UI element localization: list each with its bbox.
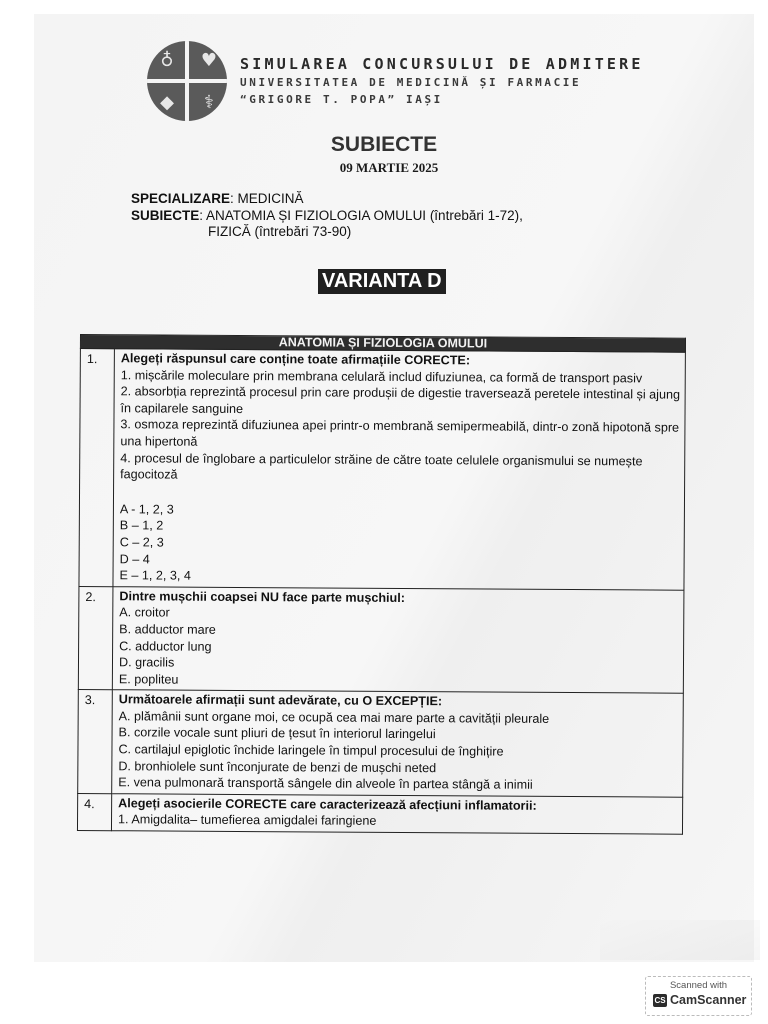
question-row [78,586,684,693]
statement: 2. absorbția reprezintă procesul prin care produșii de digestie traversează peretele intestinal și ajung în capilarele sanguine [120,384,681,416]
answer-option: C. adductor lung [119,638,212,654]
question-body [112,586,684,693]
header-line-2: UNIVERSITATEA DE MEDICINĂ ȘI FARMACIE [240,76,582,89]
subjects-label: SUBIECTE [131,208,200,223]
statement: 1. Amigdalita– tumefierea amigdalei faringiene [117,812,377,829]
question-number: 4. [77,793,111,830]
section-header: ANATOMIA ȘI FIZIOLOGIA OMULUI [80,335,685,353]
statement: 3. osmoza reprezintă difuziunea apei printr-o membrană semipermeabilă, dintr-o zonă hipotonă spre una hipertonă [120,417,680,449]
statement: 1. mișcările moleculare prin membrana celulară includ difuziunea, ca formă de transport pasiv [120,367,643,386]
question-title: Dintre mușchii coapsei NU face parte mușchiul: [119,588,405,605]
specialization-label: SPECIALIZARE [131,191,231,206]
question-body [113,349,685,590]
watermark-brand: CamScanner [670,993,747,1007]
answer-option: C. cartilajul epiglotic închide laringele în timpul procesului de înghițire [118,742,504,759]
variant-label: VARIANTA D [318,269,446,294]
question-title: Alegeți răspunsul care conține toate afirmațiile CORECTE: [120,351,471,368]
answer-option: E – 1, 2, 3, 4 [119,568,191,583]
question-title: Următoarele afirmații sunt adevărate, cu O EXCEPȚIE: [118,692,443,709]
answer-option: D. bronhiolele sunt înconjurate de benzi de mușchi neted [118,758,437,775]
answer-option: E. popliteu [118,671,179,687]
exam-date: 09 MARTIE 2025 [339,160,439,175]
camscanner-icon: CS [654,996,666,1005]
stethoscope-icon: ♁ [160,49,174,71]
questions-table [77,334,686,835]
answer-option: A. plămânii sunt organe moi, ce ocupă cea mai mare parte a cavității pleurale [118,709,550,726]
university-logo [147,41,227,121]
subjects-value: : ANATOMIA ȘI FIZIOLOGIA OMULUI (întrebări 1-72), [199,208,523,223]
question-row [77,793,682,834]
answer-option: A. croitor [119,605,170,620]
answer-option: B. adductor mare [119,622,216,637]
header-line-1: SIMULAREA CONCURSULUI DE ADMITERE [240,55,644,73]
caduceus-icon: ⚕ [204,91,214,113]
answer-option: A - 1, 2, 3 [119,501,174,517]
answer-option: E. vena pulmonară transportă sângele din alveole în partea stângă a inimii [118,775,533,793]
answer-option: C – 2, 3 [119,535,164,550]
statement: 4. procesul de înglobare a particulelor străine de către toate celulele organismului se numește fagocitoză [120,450,643,482]
answer-option: D – 4 [119,551,150,566]
pill-icon: ◆ [160,91,174,113]
question-row [79,349,685,590]
question-row [78,690,684,797]
question-title: Alegeți asocierile CORECTE care caracterizează afecțiuni inflamatorii: [118,796,537,813]
page-shadow [600,920,760,960]
question-body [111,794,682,835]
specialization-value: : MEDICINĂ [230,191,304,206]
question-number: 2. [78,586,113,690]
watermark-caption: Scanned with [669,980,728,991]
subjects [131,208,523,223]
answer-option: B – 1, 2 [119,518,164,533]
question-number: 3. [78,690,113,794]
page-title: SUBIECTE [330,133,438,156]
header-line-3: “GRIGORE T. POPA” IAȘI [240,93,443,106]
camscanner-watermark [645,976,752,1016]
answer-option: D. gracilis [118,655,175,670]
specialization [131,191,304,206]
answer-option: B. corzile vocale sunt pliuri de țesut în interiorul laringelui [118,725,436,742]
question-body [112,690,684,797]
tooth-icon: ♥ [200,49,218,71]
question-number: 1. [79,349,114,587]
subjects-continued: FIZICĂ (întrebări 73-90) [208,224,352,239]
